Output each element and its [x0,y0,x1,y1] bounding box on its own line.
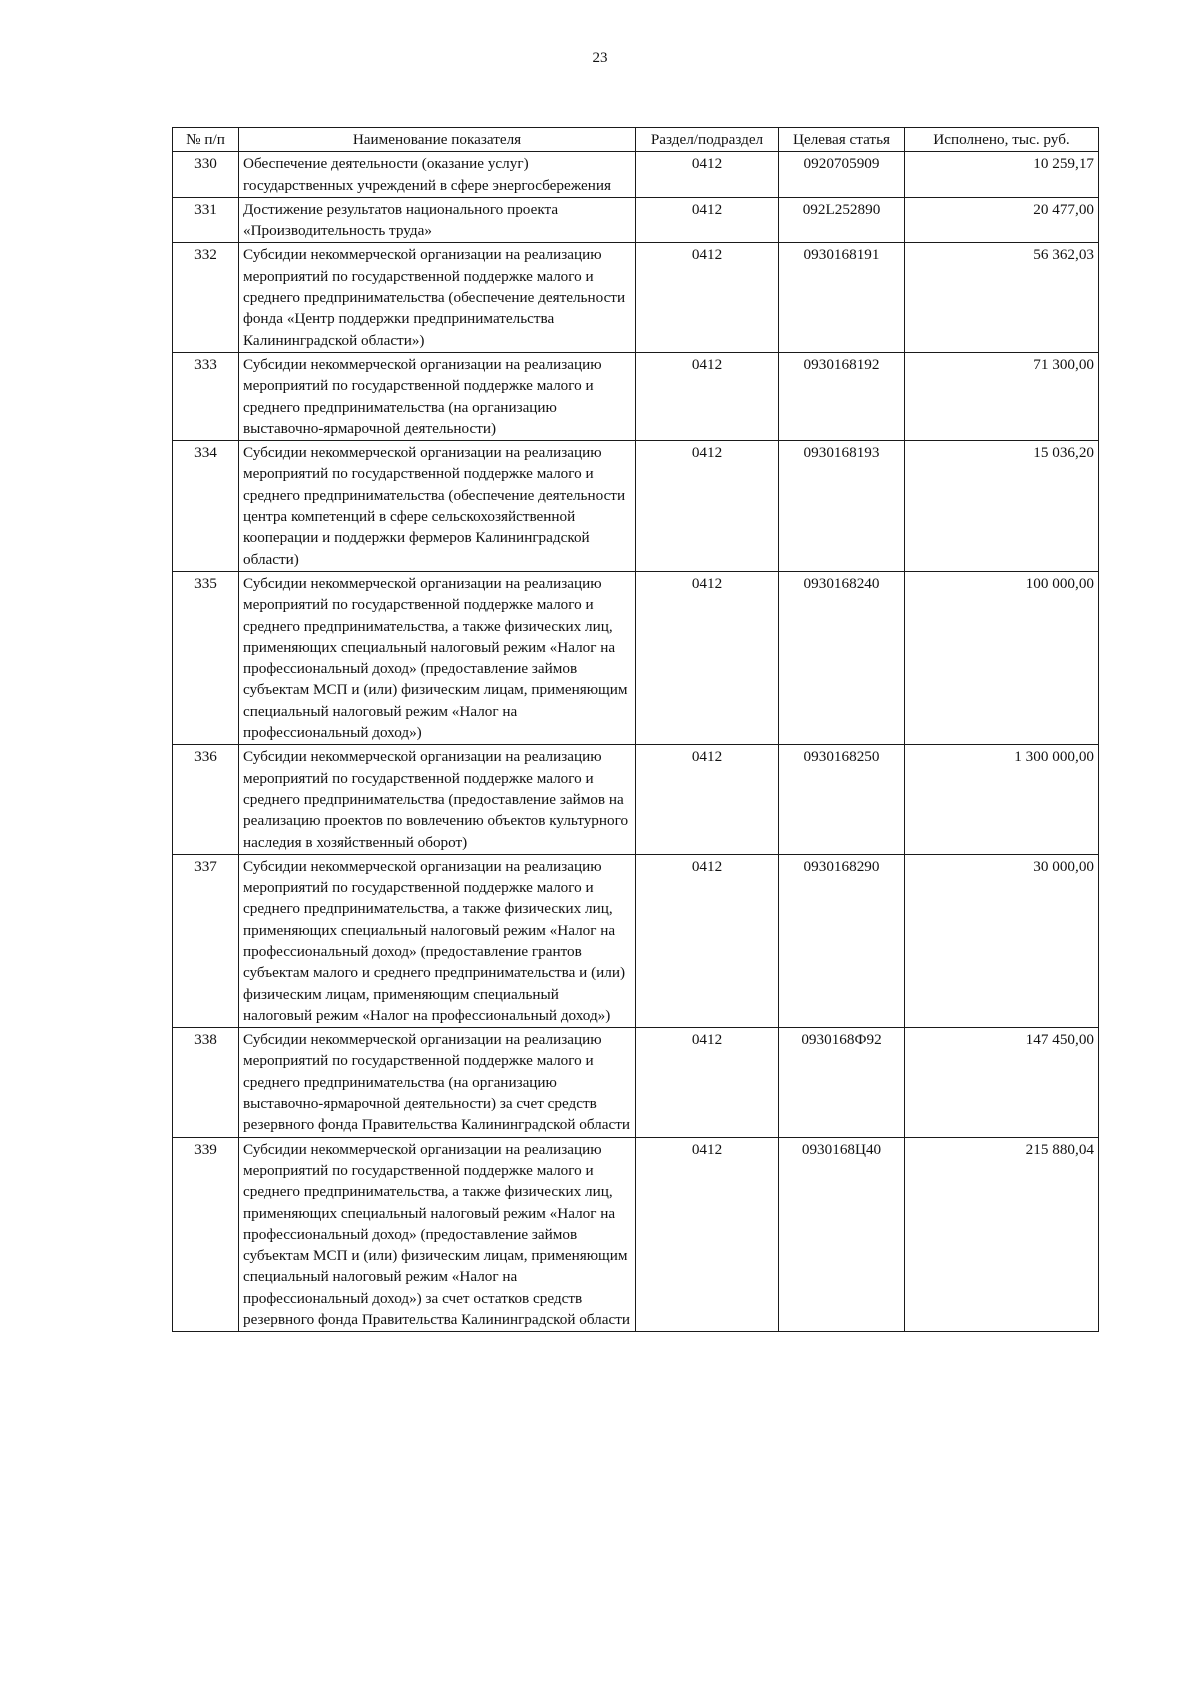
row-name: Обеспечение деятельности (оказание услуг) государственных учреждений в сфере энергосбережения [239,152,636,198]
row-section: 0412 [636,243,779,352]
row-amount: 1 300 000,00 [905,745,1099,854]
table-row [173,571,1099,744]
row-article: 092L252890 [779,197,905,243]
row-name: Субсидии некоммерческой организации на реализацию мероприятий по государственной поддержке малого и среднего предпринимательства, а также физических лиц, применяющих специальный налоговый режим «Налог на профессиональный доход» (предоставление грантов субъектам малого и среднего предпринимательства и (или) физическим лицам, применяющим специальный налоговый режим «Налог на профессиональный доход») [239,854,636,1027]
row-amount: 30 000,00 [905,854,1099,1027]
row-article: 0920705909 [779,152,905,198]
row-article: 0930168Ф92 [779,1028,905,1137]
row-article: 0930168192 [779,352,905,440]
row-article: 0930168191 [779,243,905,352]
row-number: 337 [173,854,239,1027]
row-section: 0412 [636,152,779,198]
row-section: 0412 [636,1028,779,1137]
row-name: Субсидии некоммерческой организации на реализацию мероприятий по государственной поддержке малого и среднего предпринимательства, а также физических лиц, применяющих специальный налоговый режим «Налог на профессиональный доход» (предоставление займов субъектам МСП и (или) физическим лицам, применяющим специальный налоговый режим «Налог на профессиональный доход») за счет остатков средств резервного фонда Правительства Калининградской области [239,1137,636,1332]
row-name: Достижение результатов национального проекта «Производительность труда» [239,197,636,243]
row-section: 0412 [636,197,779,243]
row-number: 333 [173,352,239,440]
row-name: Субсидии некоммерческой организации на реализацию мероприятий по государственной поддержке малого и среднего предпринимательства, а также физических лиц, применяющих специальный налоговый режим «Налог на профессиональный доход» (предоставление займов субъектам МСП и (или) физическим лицам, применяющим специальный налоговый режим «Налог на профессиональный доход») [239,571,636,744]
row-article: 0930168250 [779,745,905,854]
header-amount: Исполнено, тыс. руб. [905,128,1099,152]
row-article: 0930168290 [779,854,905,1027]
row-number: 338 [173,1028,239,1137]
row-name: Субсидии некоммерческой организации на реализацию мероприятий по государственной поддержке малого и среднего предпринимательства (на организацию выставочно-ярмарочной деятельности) за счет средств резервного фонда Правительства Калининградской области [239,1028,636,1137]
row-amount: 71 300,00 [905,352,1099,440]
row-number: 339 [173,1137,239,1332]
row-amount: 147 450,00 [905,1028,1099,1137]
page-number: 23 [592,50,608,66]
header-article: Целевая статья [779,128,905,152]
table-row [173,1137,1099,1332]
row-number: 336 [173,745,239,854]
header-section: Раздел/подраздел [636,128,779,152]
row-name: Субсидии некоммерческой организации на реализацию мероприятий по государственной поддержке малого и среднего предпринимательства (обеспечение деятельности центра компетенций в сфере сельскохозяйственной кооперации и поддержки фермеров Калининградской области) [239,441,636,572]
row-section: 0412 [636,571,779,744]
row-name: Субсидии некоммерческой организации на реализацию мероприятий по государственной поддержке малого и среднего предпринимательства (обеспечение деятельности фонда «Центр поддержки предпринимательства Калининградской области») [239,243,636,352]
table-row [173,352,1099,440]
table-row [173,243,1099,352]
table-row [173,441,1099,572]
table-row [173,854,1099,1027]
row-section: 0412 [636,1137,779,1332]
row-amount: 10 259,17 [905,152,1099,198]
row-amount: 20 477,00 [905,197,1099,243]
table-row [173,197,1099,243]
row-article: 0930168Ц40 [779,1137,905,1332]
header-name: Наименование показателя [239,128,636,152]
header-num: № п/п [173,128,239,152]
table-header-row [173,128,1099,152]
row-amount: 15 036,20 [905,441,1099,572]
row-number: 335 [173,571,239,744]
row-number: 331 [173,197,239,243]
row-number: 330 [173,152,239,198]
row-section: 0412 [636,854,779,1027]
table-row [173,745,1099,854]
budget-execution-table [172,127,1099,1332]
row-section: 0412 [636,441,779,572]
row-amount: 215 880,04 [905,1137,1099,1332]
row-amount: 100 000,00 [905,571,1099,744]
row-amount: 56 362,03 [905,243,1099,352]
row-number: 332 [173,243,239,352]
row-number: 334 [173,441,239,572]
row-name: Субсидии некоммерческой организации на реализацию мероприятий по государственной поддержке малого и среднего предпринимательства (на организацию выставочно-ярмарочной деятельности) [239,352,636,440]
row-article: 0930168240 [779,571,905,744]
table-row [173,152,1099,198]
row-section: 0412 [636,352,779,440]
row-name: Субсидии некоммерческой организации на реализацию мероприятий по государственной поддержке малого и среднего предпринимательства (предоставление займов на реализацию проектов по вовлечению объектов культурного наследия в хозяйственный оборот) [239,745,636,854]
row-section: 0412 [636,745,779,854]
table-row [173,1028,1099,1137]
row-article: 0930168193 [779,441,905,572]
